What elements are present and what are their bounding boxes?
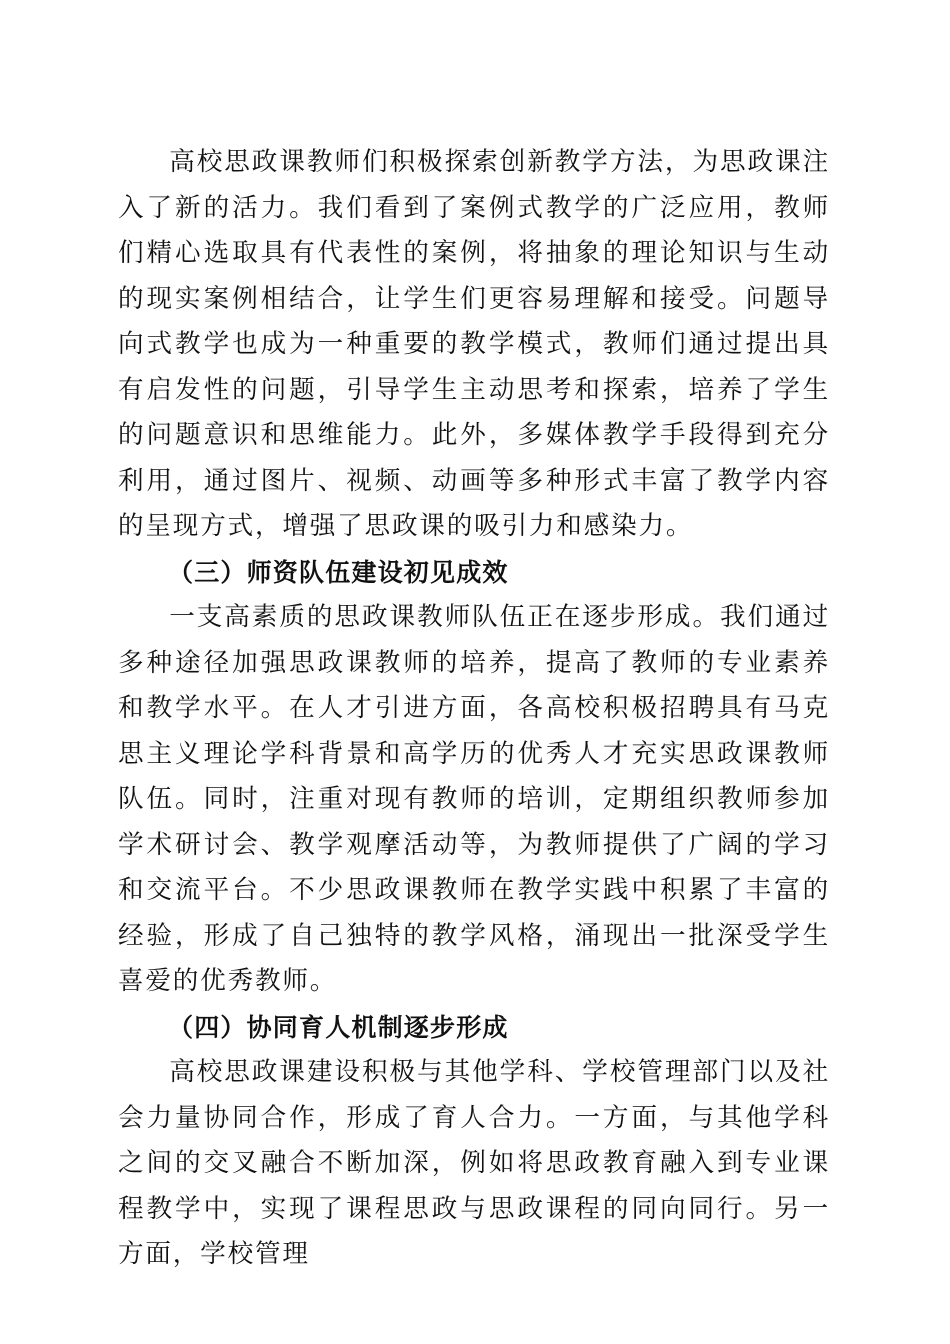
paragraph-faculty: 一支高素质的思政课教师队伍正在逐步形成。我们通过多种途径加强思政课教师的培养，提高了教师的专业素养和教学水平。在人才引进方面，各高校积极招聘具有马克思主义理论学科背景和高学历的优秀人才充实思政课教师队伍。同时，注重对现有教师的培训，定期组织教师参加学术研讨会、教学观摩活动等，为教师提供了广阔的学习和交流平台。不少思政课教师在教学实践中积累了丰富的经验，形成了自己独特的教学风格，涌现出一批深受学生喜爱的优秀教师。: [118, 602, 830, 996]
section-heading-3: （三）师资队伍建设初见成效: [168, 557, 509, 587]
paragraph-teaching-methods: 高校思政课教师们积极探索创新教学方法，为思政课注入了新的活力。我们看到了案例式教学的广泛应用，教师们精心选取具有代表性的案例，将抽象的理论知识与生动的现实案例相结合，让学生们更容易理解和接受。问题导向式教学也成为一种重要的教学模式，教师们通过提出具有启发性的问题，引导学生主动思考和探索，培养了学生的问题意识和思维能力。此外，多媒体教学手段得到充分利用，通过图片、视频、动画等多种形式丰富了教学内容的呈现方式，增强了思政课的吸引力和感染力。: [118, 147, 830, 541]
section-heading-4: （四）协同育人机制逐步形成: [168, 1012, 509, 1042]
paragraph-collaboration: 高校思政课建设积极与其他学科、学校管理部门以及社会力量协同合作，形成了育人合力。一方面，与其他学科之间的交叉融合不断加深，例如将思政教育融入到专业课程教学中，实现了课程思政与思政课程的同向同行。另一方面，学校管理: [118, 1057, 830, 1269]
document-body: [118, 140, 830, 1278]
